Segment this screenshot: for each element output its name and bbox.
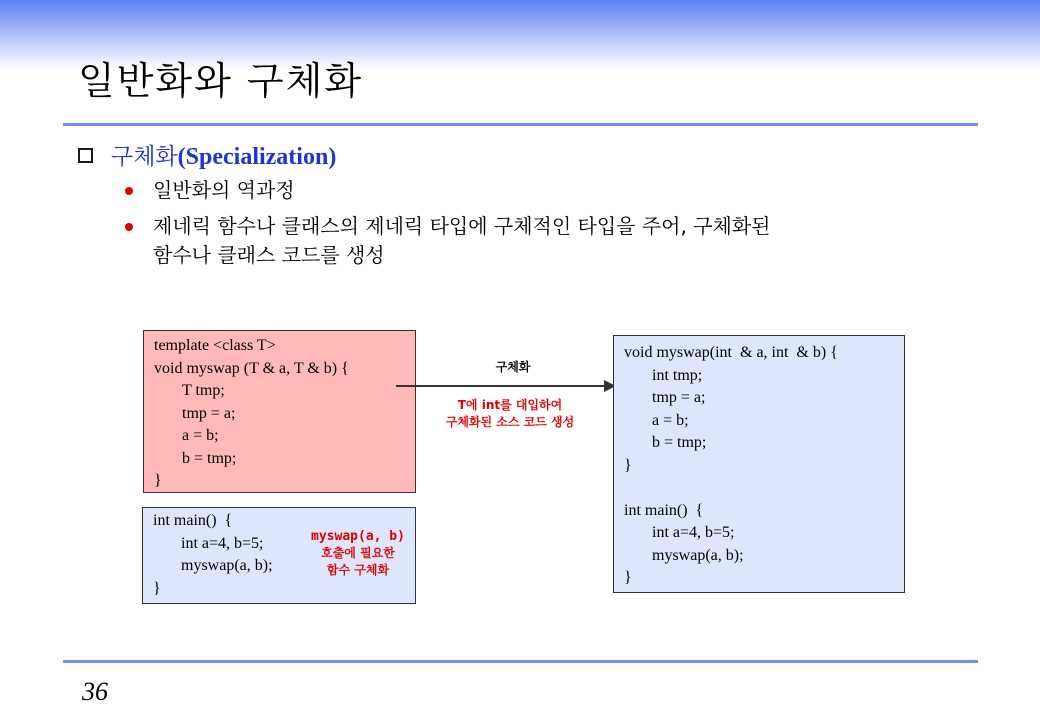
specialized-code-box <box>613 335 905 593</box>
page-number: 36 <box>82 677 108 706</box>
bullet-dot-icon <box>125 187 133 195</box>
code-line: void myswap (T & a, T & b) { <box>154 359 349 377</box>
bottom-divider <box>63 660 978 663</box>
code-line: int main() { <box>153 512 233 529</box>
annotation-line: myswap(a, b) <box>311 529 405 544</box>
code-line: tmp = a; <box>182 404 236 422</box>
bullet-dot-icon <box>125 223 133 231</box>
bullet-text-continuation: 함수나 클래스 코드를 생성 <box>153 243 385 267</box>
code-line: template <class T> <box>154 337 276 354</box>
code-line: void myswap(int & a, int & b) { <box>624 344 838 361</box>
code-line: tmp = a; <box>652 389 706 406</box>
code-line: b = tmp; <box>182 449 237 467</box>
code-line: } <box>153 579 161 597</box>
specialization-arrow <box>396 385 606 387</box>
code-line: a = b; <box>652 411 689 429</box>
section-heading-korean: 구체화 <box>111 144 178 170</box>
code-line: int main() { <box>624 501 704 519</box>
bullet-text: 일반화의 역과정 <box>153 178 295 202</box>
code-line: int a=4, b=5; <box>181 534 264 552</box>
slide-title: 일반화와 구체화 <box>78 59 364 103</box>
annotation-line: 구체화된 소스 코드 생성 <box>445 415 575 429</box>
code-line: } <box>154 472 162 489</box>
code-line: T tmp; <box>182 382 225 399</box>
section-heading <box>78 138 336 171</box>
main-annotation <box>298 528 418 579</box>
annotation-line: T에 int를 대입하여 <box>457 398 563 412</box>
arrow-label: 구체화 <box>495 360 531 374</box>
code-line: myswap(a, b); <box>652 546 744 564</box>
annotation-line: 호출에 필요한 <box>321 546 395 560</box>
code-line: myswap(a, b); <box>181 557 273 574</box>
code-line: } <box>624 456 632 474</box>
code-line: a = b; <box>182 427 219 444</box>
code-line <box>624 477 894 500</box>
code-line: b = tmp; <box>652 434 707 451</box>
template-code-box <box>143 330 416 493</box>
code-line: int tmp; <box>652 366 703 384</box>
code-line: int a=4, b=5; <box>652 524 735 541</box>
arrow-annotation <box>420 397 600 431</box>
annotation-line: 함수 구체화 <box>326 563 390 577</box>
top-divider <box>63 123 978 126</box>
bullet-text: 제네릭 함수나 클래스의 제네릭 타입에 구체적인 타입을 주어, 구체화된 <box>153 214 771 238</box>
bullet-item <box>125 212 771 270</box>
bullet-item <box>125 176 295 205</box>
section-heading-english: (Specialization) <box>177 144 337 170</box>
code-line: } <box>624 569 632 586</box>
checkbox-bullet-icon <box>78 148 93 163</box>
